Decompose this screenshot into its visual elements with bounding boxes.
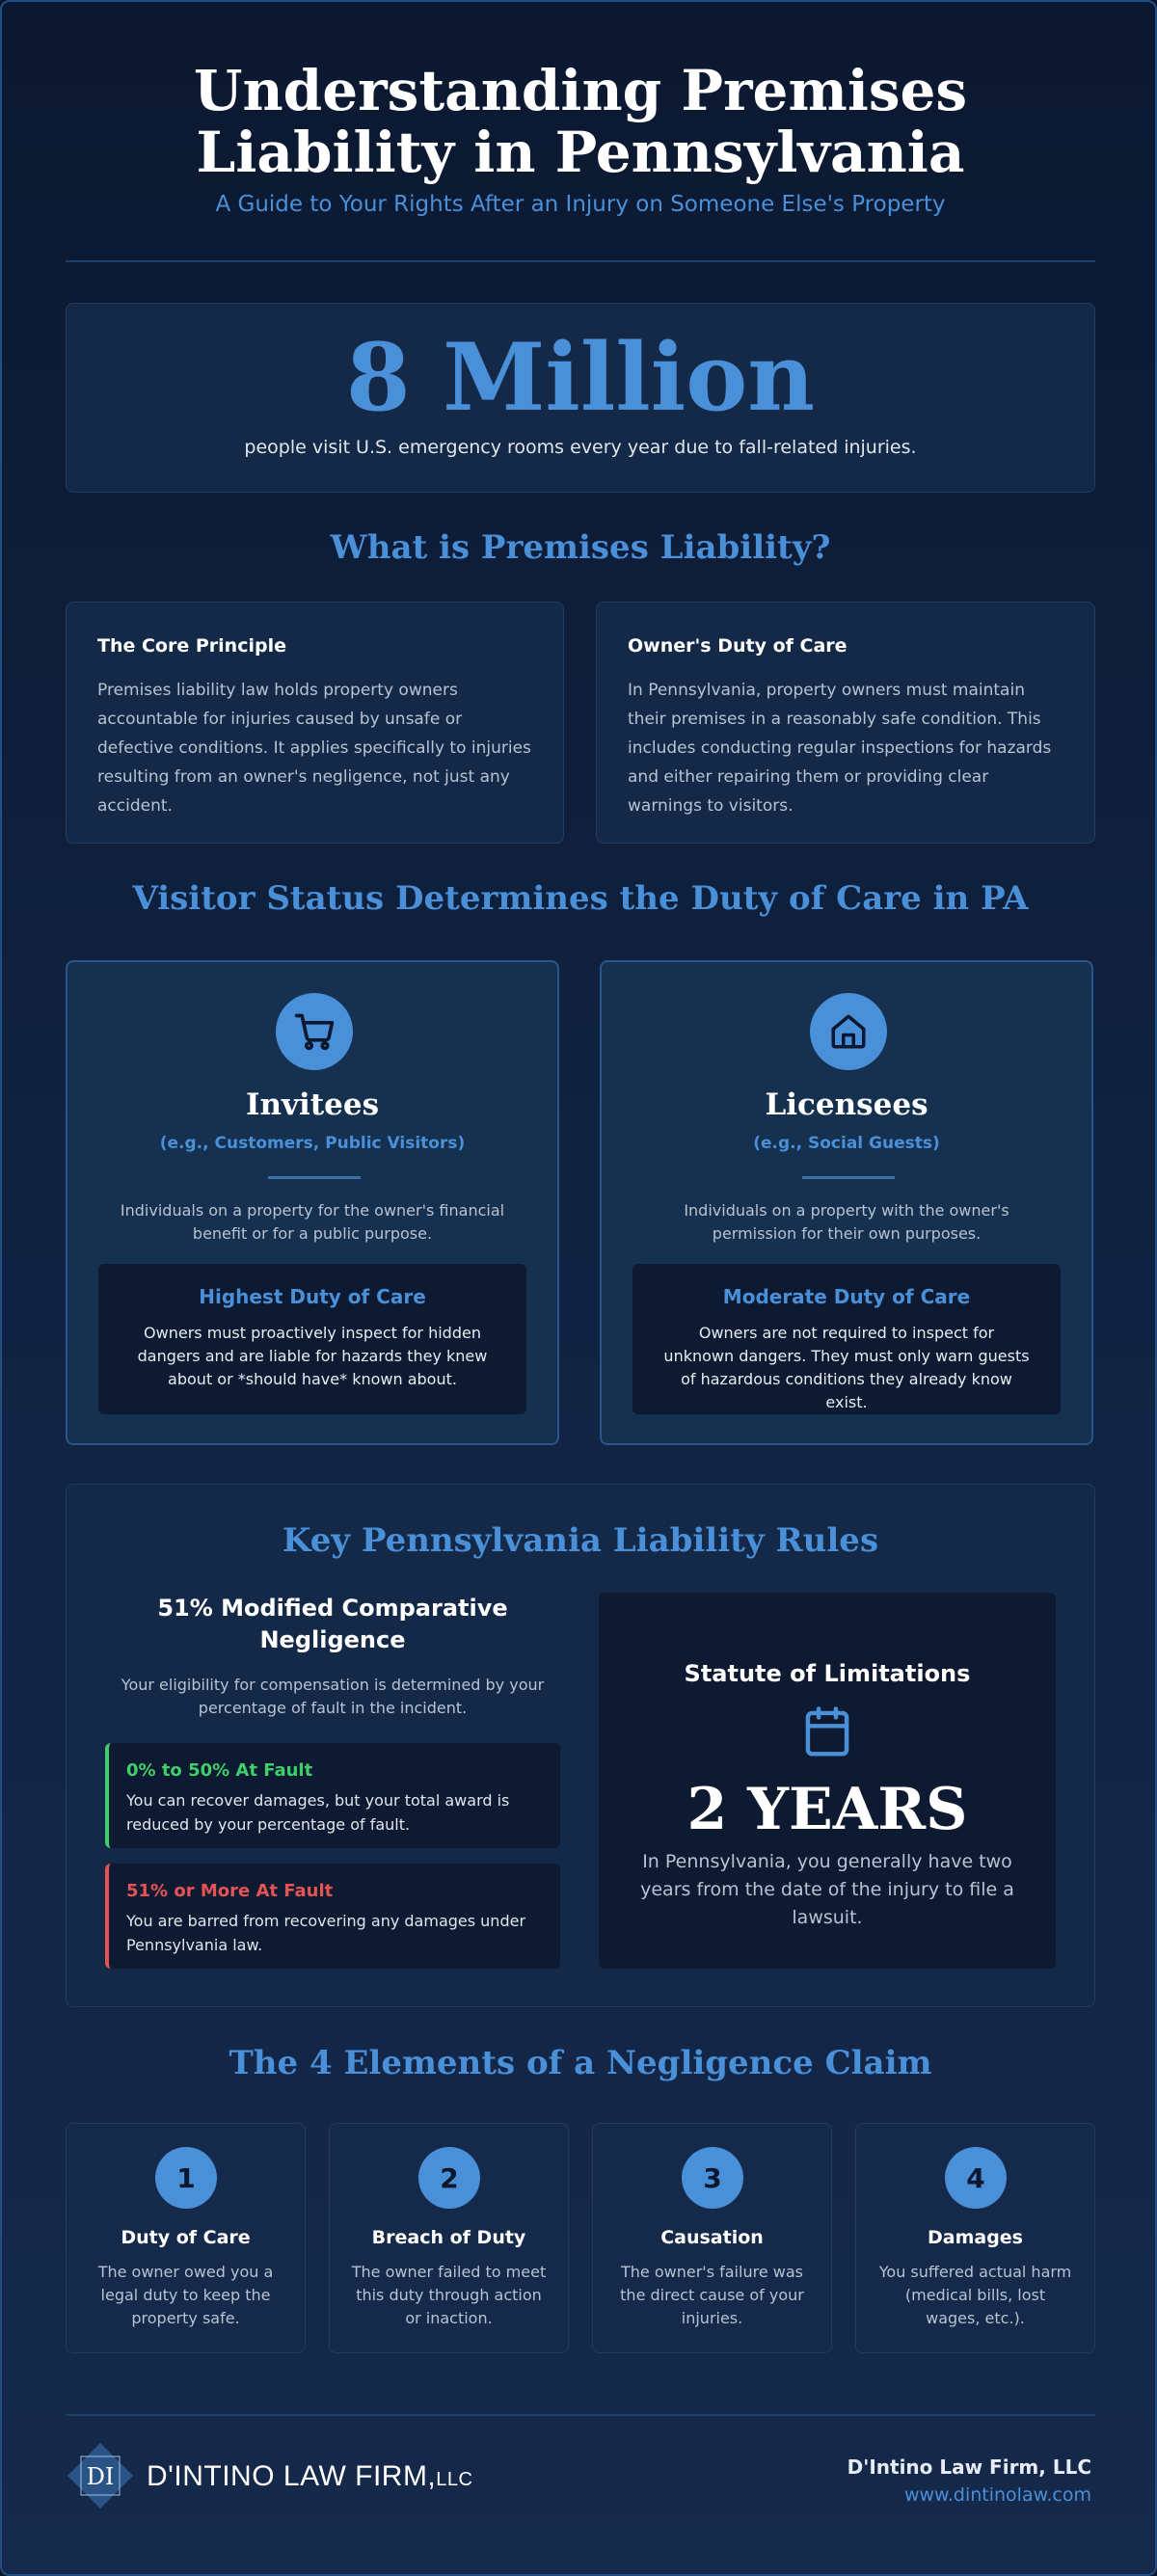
card-title: Owner's Duty of Care (628, 635, 848, 657)
house-icon (810, 993, 887, 1070)
visitor-name: Licensees (765, 1087, 928, 1122)
fault-case-barred (105, 1864, 560, 1969)
page-subtitle: A Guide to Your Rights After an Injury on Someone Else's Property (215, 192, 946, 217)
section-heading-what-is: What is Premises Liability? (330, 528, 831, 567)
visitor-card-licensees (600, 960, 1093, 1445)
statute-value: 2 YEARS (686, 1776, 968, 1843)
logo-monogram: DI (86, 2463, 115, 2490)
logo-wordmark-suffix: LLC (436, 2469, 473, 2490)
element-text: The owner failed to meet this duty through action or inaction. (351, 2263, 547, 2327)
logo-wordmark (147, 2460, 472, 2493)
element-number: 4 (945, 2147, 1007, 2209)
element-text: The owner's failure was the direct cause of your injuries. (620, 2263, 804, 2327)
duty-box (632, 1264, 1061, 1414)
stat-text: people visit U.S. emergency rooms every year due to fall-related injuries. (244, 437, 917, 458)
divider (66, 260, 1095, 262)
negligence-title: 51% Modified Comparative Negligence (157, 1595, 508, 1653)
footer-firm-name: D'Intino Law Firm, LLC (847, 2455, 1091, 2479)
visitor-examples: (e.g., Social Guests) (753, 1134, 940, 1153)
divider (268, 1176, 361, 1179)
visitor-card-invitees (66, 960, 559, 1445)
element-text: The owner owed you a legal duty to keep the property safe. (97, 2263, 274, 2327)
visitor-description: Individuals on a property for the owner's financial benefit or for a public purpose. (120, 1201, 505, 1243)
duty-box (98, 1264, 526, 1414)
element-number: 1 (155, 2147, 217, 2209)
footer-divider (66, 2414, 1095, 2416)
fault-text: You are barred from recovering any damages under Pennsylvania law. (126, 1912, 526, 1954)
element-number: 3 (682, 2147, 743, 2209)
page-title: Understanding Premises Liability in Pennsylvania (193, 58, 968, 185)
element-text: You suffered actual harm (medical bills, lost wages, etc.). (878, 2263, 1072, 2327)
visitor-examples: (e.g., Customers, Public Visitors) (159, 1134, 466, 1153)
core-principle-card (66, 602, 564, 844)
fault-text: You can recover damages, but your total award is reduced by your percentage of fault. (126, 1791, 510, 1834)
visitor-name: Invitees (245, 1087, 380, 1122)
fault-title: 51% or More At Fault (126, 1881, 334, 1901)
duty-title: Highest Duty of Care (199, 1285, 426, 1308)
section-heading-visitor-status: Visitor Status Determines the Duty of Care in PA (132, 879, 1029, 918)
logo-wordmark-text: D'INTINO LAW FIRM, (147, 2460, 437, 2492)
card-title: The Core Principle (97, 635, 286, 657)
stat-number: 8 Million (345, 323, 816, 432)
divider (802, 1176, 895, 1179)
rules-card (66, 1484, 1095, 2007)
section-heading-elements: The 4 Elements of a Negligence Claim (229, 2044, 932, 2082)
card-text: Premises liability law holds property owners accountable for injuries caused by unsafe or defective conditions. It applies specifically to injuries resulting from an owner's negligence, not just any accident. (97, 681, 531, 816)
calendar-icon (801, 1704, 853, 1764)
negligence-description: Your eligibility for compensation is determined by your percentage of fault in the incident. (121, 1676, 545, 1717)
duty-text: Owners are not required to inspect for unknown dangers. They must only warn guests of hazardous conditions they already know exist. (663, 1324, 1030, 1411)
duty-text: Owners must proactively inspect for hidden dangers and are liable for hazards they knew about or *should have* known about. (137, 1324, 488, 1388)
duty-title: Moderate Duty of Care (722, 1285, 971, 1308)
visitor-description: Individuals on a property with the owner's permission for their own purposes. (684, 1201, 1009, 1243)
firm-logo (66, 2441, 152, 2528)
element-title: Damages (927, 2227, 1023, 2248)
fault-case-recoverable (105, 1743, 560, 1848)
stat-card (66, 303, 1095, 493)
element-number: 2 (418, 2147, 480, 2209)
element-title: Causation (660, 2227, 764, 2248)
footer-website-link[interactable]: www.dintinolaw.com (903, 2484, 1091, 2506)
element-title: Duty of Care (121, 2227, 251, 2248)
element-title: Breach of Duty (371, 2227, 526, 2248)
section-heading-rules: Key Pennsylvania Liability Rules (282, 1521, 879, 1560)
element-card (592, 2123, 832, 2353)
shopping-cart-icon (276, 993, 353, 1070)
element-card (855, 2123, 1095, 2353)
statute-text: In Pennsylvania, you generally have two years from the date of the injury to file a lawsuit. (640, 1851, 1014, 1928)
statute-box (599, 1593, 1056, 1969)
card-text: In Pennsylvania, property owners must maintain their premises in a reasonably safe condition. This includes conducting regular inspections for hazards and either repairing them or providing clear warnings to visitors. (628, 681, 1052, 816)
element-card (329, 2123, 569, 2353)
duty-of-care-card (596, 602, 1095, 844)
statute-title: Statute of Limitations (684, 1660, 971, 1687)
element-card (66, 2123, 306, 2353)
fault-title: 0% to 50% At Fault (126, 1760, 313, 1781)
